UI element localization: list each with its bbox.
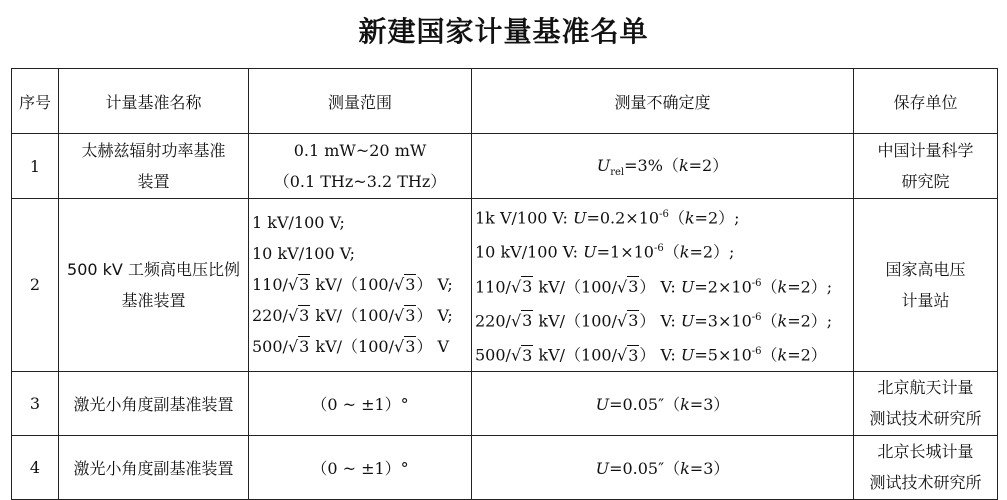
table-header-row: [12, 69, 998, 134]
row-name-line: 装置: [137, 172, 170, 191]
row-range-line: 1 kV/100 V;: [252, 213, 345, 233]
row-name-line: 基准装置: [121, 290, 186, 310]
row-uncertainty: [472, 199, 854, 372]
row-unit-line: 测试技术研究所: [869, 473, 982, 493]
row-unit-line: 北京航天计量: [877, 378, 974, 398]
row-uncertainty-line: 10 kV/100 V: $U=1\times 10^{-6}(k=2)$;: [475, 242, 735, 262]
row-range: （0 ~ ±1）°: [249, 371, 472, 435]
row-no: 3: [12, 371, 59, 435]
row-range-line: 220/√3 kV/（100/√3） V;: [252, 306, 453, 326]
table-row: [12, 371, 998, 435]
header-name: 计量基准名称: [59, 69, 249, 134]
row-name: [59, 134, 249, 199]
row-uncertainty: U=0.05″（k=3）: [472, 371, 854, 435]
standards-table: [11, 68, 998, 500]
row-name: 激光小角度副基准装置: [59, 435, 249, 499]
row-name: [59, 199, 249, 372]
row-range: （0 ~ ±1）°: [249, 435, 472, 499]
row-range: [249, 199, 472, 372]
table-row: [12, 134, 998, 199]
row-range-line: （0.1 THz~3.2 THz）: [273, 172, 447, 191]
header-unit: 保存单位: [854, 69, 998, 134]
row-name-line: 500 kV 工频高电压比例: [67, 259, 240, 279]
row-no: 2: [12, 199, 59, 372]
row-uncertainty: $U_{rel}=3\%(k=2)$: [472, 134, 854, 199]
row-unit: [854, 199, 998, 372]
row-uncertainty-line: 220/√3 kV/（100/√3） V: $U=3\times 10^{-6}(k=2)$;: [475, 311, 833, 331]
row-uncertainty: U=0.05″（k=3）: [472, 435, 854, 499]
row-no: 4: [12, 435, 59, 499]
row-range-line: 110/√3 kV/（100/√3） V;: [252, 275, 453, 295]
row-unit-line: 国家高电压: [885, 259, 966, 279]
table-row: [12, 435, 998, 499]
row-uncertainty-line: 1k V/100 V: $U=0.2\times 10^{-6}(k=2)$;: [475, 208, 740, 228]
row-unit-line: 计量站: [901, 290, 950, 310]
document-title: 新建国家计量基准名单: [358, 15, 649, 48]
row-unit: [854, 435, 998, 499]
row-name-line: 太赫兹辐射功率基准: [81, 141, 226, 160]
row-unit-line: 研究院: [901, 172, 950, 191]
row-no: 1: [12, 134, 59, 199]
header-no: 序号: [12, 69, 59, 134]
header-range: 测量范围: [249, 69, 472, 134]
row-unit-line: 测试技术研究所: [869, 409, 982, 429]
row-unit: [854, 371, 998, 435]
row-name: 激光小角度副基准装置: [59, 371, 249, 435]
row-unit-line: 北京长城计量: [877, 442, 974, 462]
row-uncertainty-line: 500/√3 kV/（100/√3） V: $U=5\times 10^{-6}(k=2)$: [475, 345, 827, 365]
row-range-line: 10 kV/100 V;: [252, 244, 356, 264]
row-range-line: 500/√3 kV/（100/√3） V: [252, 337, 450, 357]
row-unit-line: 中国计量科学: [877, 141, 974, 160]
row-uncertainty-line: 110/√3 kV/（100/√3） V: $U=2\times 10^{-6}(k=2)$;: [475, 276, 833, 296]
header-uncertainty: 测量不确定度: [472, 69, 854, 134]
table-row: [12, 199, 998, 372]
row-range-line: 0.1 mW~20 mW: [293, 141, 427, 160]
row-unit: [854, 134, 998, 199]
row-range: [249, 134, 472, 199]
